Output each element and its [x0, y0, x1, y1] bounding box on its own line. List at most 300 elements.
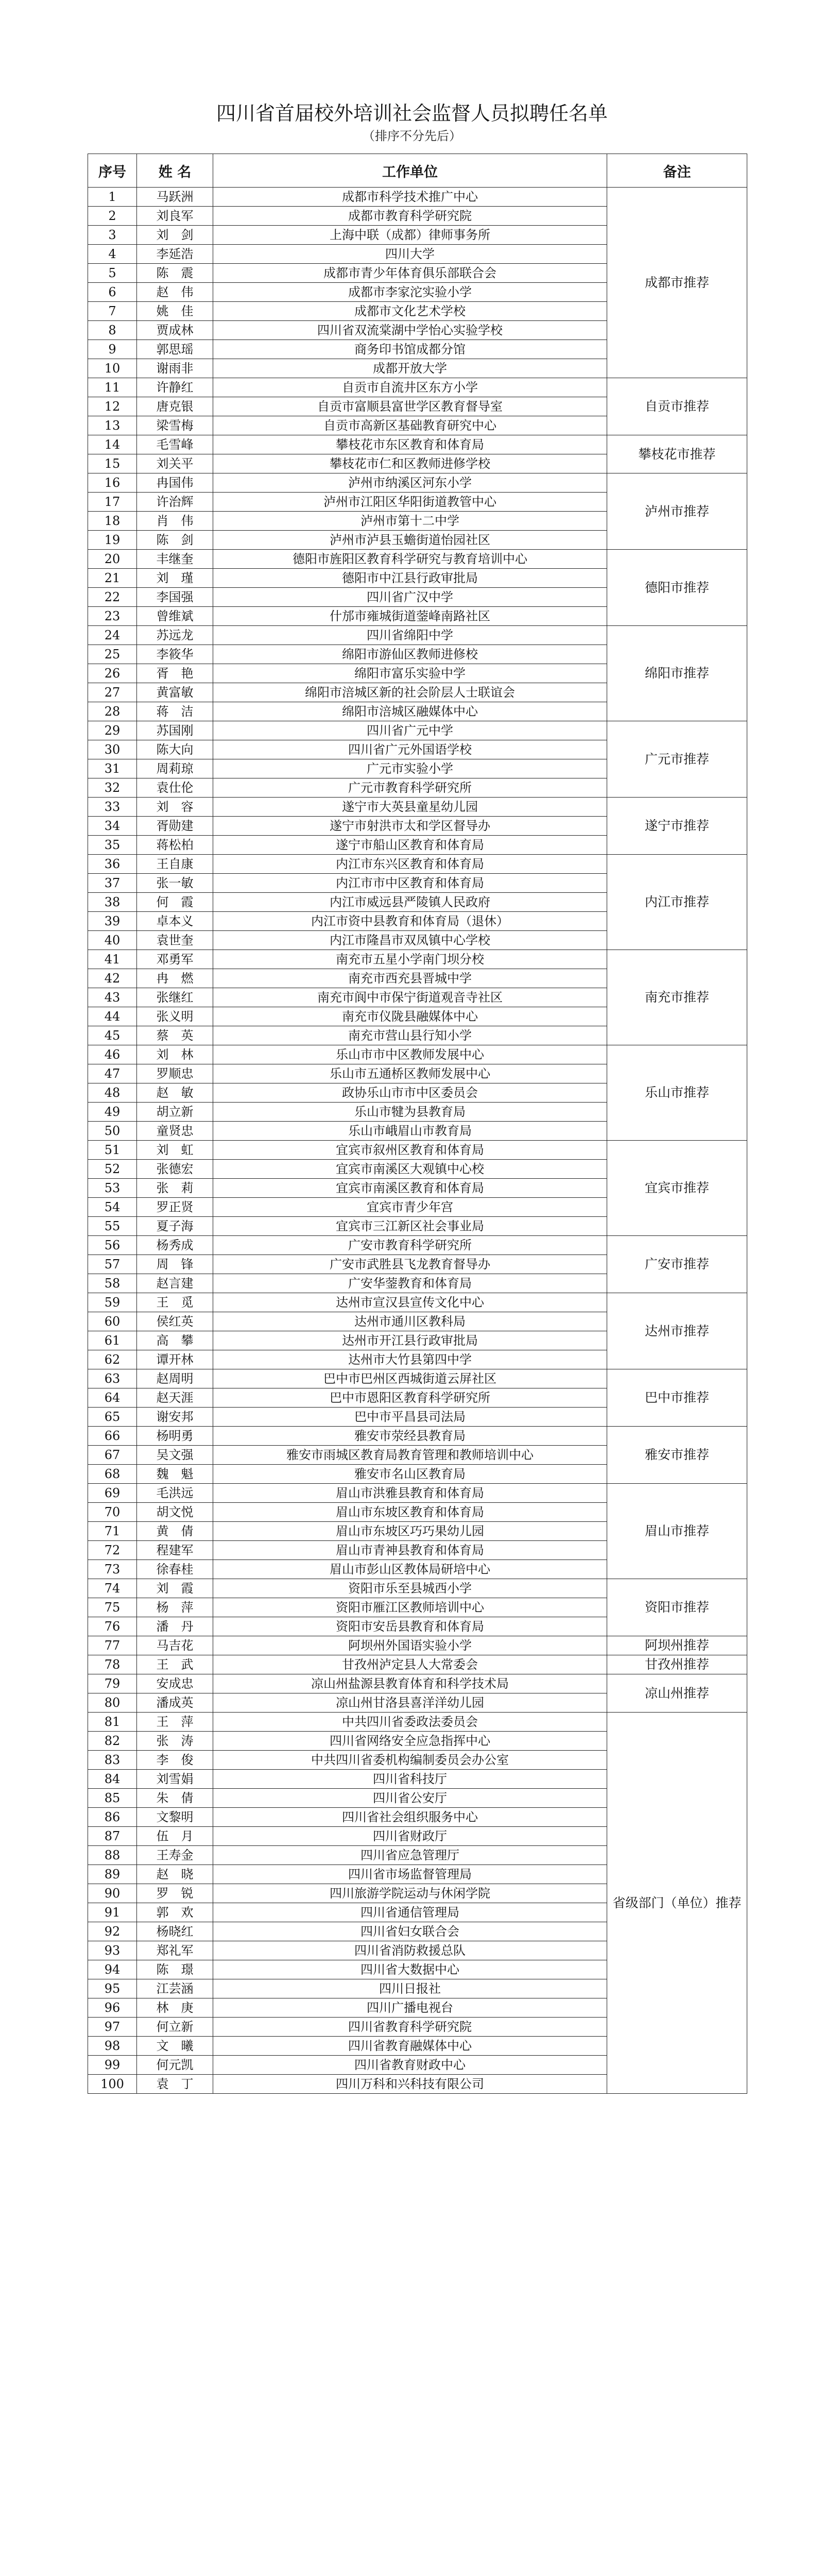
row-index: 23 — [88, 607, 137, 626]
row-workplace: 南充市五星小学南门坝分校 — [213, 950, 607, 969]
row-name: 姚 佳 — [137, 302, 213, 321]
row-workplace: 四川省教育科学研究院 — [213, 2018, 607, 2037]
row-workplace: 凉山州盐源县教育体育和科学技术局 — [213, 1674, 607, 1693]
row-workplace: 资阳市乐至县城西小学 — [213, 1579, 607, 1598]
row-workplace: 自贡市高新区基础教育研究中心 — [213, 416, 607, 435]
row-workplace: 遂宁市射洪市太和学区督导办 — [213, 817, 607, 836]
row-name: 侯红英 — [137, 1312, 213, 1331]
row-name: 程建军 — [137, 1541, 213, 1560]
table-row — [88, 550, 747, 569]
row-workplace: 四川省应急管理厅 — [213, 1846, 607, 1865]
row-name: 丰继奎 — [137, 550, 213, 569]
row-note: 阿坝州推荐 — [607, 1636, 747, 1655]
row-name: 罗 锐 — [137, 1884, 213, 1903]
row-workplace: 雅安市名山区教育局 — [213, 1465, 607, 1484]
row-index: 58 — [88, 1274, 137, 1293]
row-name: 何立新 — [137, 2018, 213, 2037]
row-name: 郑礼军 — [137, 1941, 213, 1960]
row-note: 南充市推荐 — [607, 950, 747, 1045]
table-row — [88, 950, 747, 969]
row-workplace: 四川省消防救援总队 — [213, 1941, 607, 1960]
row-workplace: 四川大学 — [213, 245, 607, 264]
row-workplace: 眉山市洪雅县教育和体育局 — [213, 1484, 607, 1503]
row-name: 赵 晓 — [137, 1865, 213, 1884]
row-workplace: 凉山州甘洛县喜洋洋幼儿园 — [213, 1693, 607, 1713]
row-workplace: 内江市隆昌市双凤镇中心学校 — [213, 931, 607, 950]
row-index: 10 — [88, 359, 137, 378]
row-index: 88 — [88, 1846, 137, 1865]
row-index: 33 — [88, 798, 137, 817]
row-note: 省级部门（单位）推荐 — [607, 1713, 747, 2094]
row-name: 刘雪娟 — [137, 1770, 213, 1789]
table-row — [88, 473, 747, 493]
row-workplace: 巴中市恩阳区教育科学研究所 — [213, 1388, 607, 1408]
row-name: 曾维斌 — [137, 607, 213, 626]
row-workplace: 四川省广汉中学 — [213, 588, 607, 607]
row-workplace: 阿坝州外国语实验小学 — [213, 1636, 607, 1655]
row-name: 吴文强 — [137, 1446, 213, 1465]
row-note: 眉山市推荐 — [607, 1484, 747, 1579]
row-name: 伍 月 — [137, 1827, 213, 1846]
row-index: 93 — [88, 1941, 137, 1960]
table-row — [88, 1713, 747, 1732]
row-index: 63 — [88, 1369, 137, 1388]
row-index: 78 — [88, 1655, 137, 1674]
row-workplace: 巴中市平昌县司法局 — [213, 1408, 607, 1427]
row-name: 徐春桂 — [137, 1560, 213, 1579]
table-row — [88, 1141, 747, 1160]
row-workplace: 宜宾市三江新区社会事业局 — [213, 1217, 607, 1236]
table-row — [88, 378, 747, 397]
row-index: 72 — [88, 1541, 137, 1560]
row-name: 张义明 — [137, 1007, 213, 1026]
row-index: 74 — [88, 1579, 137, 1598]
row-workplace: 什邡市雍城街道蓥峰南路社区 — [213, 607, 607, 626]
row-name: 陈 剑 — [137, 531, 213, 550]
row-name: 刘 林 — [137, 1045, 213, 1064]
row-index: 1 — [88, 188, 137, 207]
row-note: 德阳市推荐 — [607, 550, 747, 626]
row-name: 刘良军 — [137, 207, 213, 226]
table-row — [88, 1674, 747, 1693]
row-workplace: 四川省大数据中心 — [213, 1960, 607, 1979]
row-note: 广安市推荐 — [607, 1236, 747, 1293]
header-name: 姓 名 — [137, 154, 213, 188]
row-index: 77 — [88, 1636, 137, 1655]
row-index: 14 — [88, 435, 137, 454]
row-name: 冉国伟 — [137, 473, 213, 493]
row-workplace: 泸州市江阳区华阳街道教管中心 — [213, 493, 607, 512]
row-name: 刘 瑾 — [137, 569, 213, 588]
table-row — [88, 1484, 747, 1503]
table-row — [88, 721, 747, 740]
row-index: 60 — [88, 1312, 137, 1331]
row-name: 潘 丹 — [137, 1617, 213, 1636]
row-name: 罗顺忠 — [137, 1064, 213, 1083]
row-index: 8 — [88, 321, 137, 340]
table-row — [88, 855, 747, 874]
row-index: 79 — [88, 1674, 137, 1693]
row-note: 攀枝花市推荐 — [607, 435, 747, 473]
row-name: 卓本义 — [137, 912, 213, 931]
row-index: 2 — [88, 207, 137, 226]
row-note: 巴中市推荐 — [607, 1369, 747, 1427]
row-workplace: 政协乐山市市中区委员会 — [213, 1083, 607, 1103]
row-workplace: 绵阳市涪城区融媒体中心 — [213, 702, 607, 721]
table-row — [88, 1293, 747, 1312]
row-name: 杨 萍 — [137, 1598, 213, 1617]
row-index: 61 — [88, 1331, 137, 1350]
row-workplace: 遂宁市船山区教育和体育局 — [213, 836, 607, 855]
row-index: 95 — [88, 1979, 137, 1998]
row-index: 24 — [88, 626, 137, 645]
row-workplace: 眉山市东坡区教育和体育局 — [213, 1503, 607, 1522]
row-index: 25 — [88, 645, 137, 664]
row-workplace: 乐山市市中区教师发展中心 — [213, 1045, 607, 1064]
row-workplace: 广元市教育科学研究所 — [213, 778, 607, 798]
row-index: 29 — [88, 721, 137, 740]
row-name: 赵周明 — [137, 1369, 213, 1388]
row-index: 85 — [88, 1789, 137, 1808]
row-workplace: 眉山市青神县教育和体育局 — [213, 1541, 607, 1560]
row-name: 张 涛 — [137, 1732, 213, 1751]
row-name: 马跃洲 — [137, 188, 213, 207]
row-workplace: 内江市东兴区教育和体育局 — [213, 855, 607, 874]
row-index: 96 — [88, 1998, 137, 2018]
row-workplace: 绵阳市游仙区教师进修校 — [213, 645, 607, 664]
row-index: 40 — [88, 931, 137, 950]
row-index: 50 — [88, 1122, 137, 1141]
row-name: 罗正贤 — [137, 1198, 213, 1217]
row-index: 53 — [88, 1179, 137, 1198]
row-index: 20 — [88, 550, 137, 569]
row-workplace: 眉山市东坡区巧巧果幼儿园 — [213, 1522, 607, 1541]
row-name: 周 锋 — [137, 1255, 213, 1274]
table-row — [88, 188, 747, 207]
header-workplace: 工作单位 — [213, 154, 607, 188]
row-note: 雅安市推荐 — [607, 1427, 747, 1484]
row-workplace: 乐山市五通桥区教师发展中心 — [213, 1064, 607, 1083]
row-workplace: 南充市仪陇县融媒体中心 — [213, 1007, 607, 1026]
row-index: 5 — [88, 264, 137, 283]
row-index: 17 — [88, 493, 137, 512]
row-note: 绵阳市推荐 — [607, 626, 747, 721]
row-name: 毛雪峰 — [137, 435, 213, 454]
row-name: 赵天涯 — [137, 1388, 213, 1408]
header-index: 序号 — [88, 154, 137, 188]
row-workplace: 四川省教育融媒体中心 — [213, 2037, 607, 2056]
row-index: 71 — [88, 1522, 137, 1541]
row-workplace: 四川省网络安全应急指挥中心 — [213, 1732, 607, 1751]
row-index: 39 — [88, 912, 137, 931]
table-row — [88, 1636, 747, 1655]
row-index: 3 — [88, 226, 137, 245]
row-name: 文黎明 — [137, 1808, 213, 1827]
row-index: 94 — [88, 1960, 137, 1979]
row-workplace: 广安华蓥教育和体育局 — [213, 1274, 607, 1293]
row-name: 胡立新 — [137, 1103, 213, 1122]
row-index: 86 — [88, 1808, 137, 1827]
roster-body — [88, 188, 747, 2094]
row-note: 遂宁市推荐 — [607, 798, 747, 855]
row-name: 王 觅 — [137, 1293, 213, 1312]
row-workplace: 眉山市彭山区教体局研培中心 — [213, 1560, 607, 1579]
row-name: 苏国刚 — [137, 721, 213, 740]
row-index: 70 — [88, 1503, 137, 1522]
row-workplace: 自贡市富顺县富世学区教育督导室 — [213, 397, 607, 416]
row-name: 袁仕伦 — [137, 778, 213, 798]
row-index: 11 — [88, 378, 137, 397]
row-workplace: 成都市教育科学研究院 — [213, 207, 607, 226]
row-index: 52 — [88, 1160, 137, 1179]
row-workplace: 成都市青少年体育俱乐部联合会 — [213, 264, 607, 283]
roster-table — [88, 154, 747, 2094]
row-workplace: 四川省广元中学 — [213, 721, 607, 740]
row-workplace: 宜宾市青少年宫 — [213, 1198, 607, 1217]
row-index: 62 — [88, 1350, 137, 1369]
page-title: 四川省首届校外培训社会监督人员拟聘任名单 — [216, 102, 608, 125]
page-subtitle: （排序不分先后） — [363, 129, 461, 143]
table-row — [88, 1427, 747, 1446]
row-name: 贾成林 — [137, 321, 213, 340]
row-index: 32 — [88, 778, 137, 798]
row-index: 36 — [88, 855, 137, 874]
row-name: 毛洪远 — [137, 1484, 213, 1503]
row-index: 76 — [88, 1617, 137, 1636]
row-name: 李 俊 — [137, 1751, 213, 1770]
row-note: 宜宾市推荐 — [607, 1141, 747, 1236]
row-index: 90 — [88, 1884, 137, 1903]
row-note: 达州市推荐 — [607, 1293, 747, 1369]
row-index: 97 — [88, 2018, 137, 2037]
row-name: 黄 倩 — [137, 1522, 213, 1541]
row-workplace: 成都开放大学 — [213, 359, 607, 378]
row-name: 郭思瑶 — [137, 340, 213, 359]
row-note: 甘孜州推荐 — [607, 1655, 747, 1674]
row-name: 魏 魁 — [137, 1465, 213, 1484]
row-workplace: 雅安市雨城区教育局教育管理和教师培训中心 — [213, 1446, 607, 1465]
row-name: 王 萍 — [137, 1713, 213, 1732]
row-workplace: 四川省公安厅 — [213, 1789, 607, 1808]
row-name: 高 攀 — [137, 1331, 213, 1350]
row-index: 22 — [88, 588, 137, 607]
row-workplace: 南充市营山县行知小学 — [213, 1026, 607, 1045]
row-workplace: 绵阳市涪城区新的社会阶层人士联谊会 — [213, 683, 607, 702]
row-workplace: 德阳市旌阳区教育科学研究与教育培训中心 — [213, 550, 607, 569]
row-name: 张 莉 — [137, 1179, 213, 1198]
row-index: 84 — [88, 1770, 137, 1789]
row-index: 18 — [88, 512, 137, 531]
row-workplace: 四川万科和兴科技有限公司 — [213, 2075, 607, 2094]
row-workplace: 宜宾市南溪区大观镇中心校 — [213, 1160, 607, 1179]
table-row — [88, 1655, 747, 1674]
row-name: 陈 璟 — [137, 1960, 213, 1979]
row-index: 91 — [88, 1903, 137, 1922]
row-note: 自贡市推荐 — [607, 378, 747, 435]
row-name: 刘 剑 — [137, 226, 213, 245]
table-row — [88, 798, 747, 817]
header-note: 备注 — [607, 154, 747, 188]
row-name: 王寿金 — [137, 1846, 213, 1865]
row-index: 98 — [88, 2037, 137, 2056]
row-index: 45 — [88, 1026, 137, 1045]
row-name: 袁 丁 — [137, 2075, 213, 2094]
row-index: 67 — [88, 1446, 137, 1465]
row-name: 马吉花 — [137, 1636, 213, 1655]
row-name: 肖 伟 — [137, 512, 213, 531]
row-index: 69 — [88, 1484, 137, 1503]
row-workplace: 绵阳市富乐实验中学 — [213, 664, 607, 683]
row-index: 56 — [88, 1236, 137, 1255]
row-index: 48 — [88, 1083, 137, 1103]
row-workplace: 达州市开江县行政审批局 — [213, 1331, 607, 1350]
row-name: 江芸涵 — [137, 1979, 213, 1998]
row-workplace: 四川省教育财政中心 — [213, 2056, 607, 2075]
row-workplace: 四川省绵阳中学 — [213, 626, 607, 645]
row-name: 唐克银 — [137, 397, 213, 416]
row-workplace: 泸州市第十二中学 — [213, 512, 607, 531]
row-name: 李延浩 — [137, 245, 213, 264]
row-workplace: 乐山市犍为县教育局 — [213, 1103, 607, 1122]
row-name: 赵言建 — [137, 1274, 213, 1293]
row-workplace: 遂宁市大英县童星幼儿园 — [213, 798, 607, 817]
row-workplace: 内江市威远县严陵镇人民政府 — [213, 893, 607, 912]
row-workplace: 南充市西充县晋城中学 — [213, 969, 607, 988]
row-workplace: 宜宾市叙州区教育和体育局 — [213, 1141, 607, 1160]
row-name: 夏子海 — [137, 1217, 213, 1236]
row-workplace: 四川省科技厅 — [213, 1770, 607, 1789]
row-name: 袁世奎 — [137, 931, 213, 950]
row-workplace: 四川省市场监督管理局 — [213, 1865, 607, 1884]
row-name: 张一敏 — [137, 874, 213, 893]
row-index: 65 — [88, 1408, 137, 1427]
row-name: 杨秀成 — [137, 1236, 213, 1255]
row-index: 57 — [88, 1255, 137, 1274]
row-index: 19 — [88, 531, 137, 550]
row-name: 李筱华 — [137, 645, 213, 664]
row-workplace: 上海中联（成都）律师事务所 — [213, 226, 607, 245]
row-workplace: 广安市武胜县飞龙教育督导办 — [213, 1255, 607, 1274]
row-note: 乐山市推荐 — [607, 1045, 747, 1141]
row-workplace: 达州市通川区教科局 — [213, 1312, 607, 1331]
row-workplace: 泸州市泸县玉蟾街道怡园社区 — [213, 531, 607, 550]
row-name: 刘关平 — [137, 454, 213, 473]
row-workplace: 四川旅游学院运动与休闲学院 — [213, 1884, 607, 1903]
row-index: 21 — [88, 569, 137, 588]
row-index: 35 — [88, 836, 137, 855]
row-index: 73 — [88, 1560, 137, 1579]
row-index: 42 — [88, 969, 137, 988]
row-workplace: 宜宾市南溪区教育和体育局 — [213, 1179, 607, 1198]
row-index: 38 — [88, 893, 137, 912]
row-workplace: 达州市宣汉县宣传文化中心 — [213, 1293, 607, 1312]
row-name: 赵 敏 — [137, 1083, 213, 1103]
row-note: 成都市推荐 — [607, 188, 747, 378]
row-index: 51 — [88, 1141, 137, 1160]
row-index: 9 — [88, 340, 137, 359]
row-name: 邓勇军 — [137, 950, 213, 969]
row-name: 胥勋建 — [137, 817, 213, 836]
row-index: 55 — [88, 1217, 137, 1236]
row-name: 赵 伟 — [137, 283, 213, 302]
row-name: 蒋松柏 — [137, 836, 213, 855]
table-row — [88, 1045, 747, 1064]
row-name: 胥 艳 — [137, 664, 213, 683]
row-workplace: 甘孜州泸定县人大常委会 — [213, 1655, 607, 1674]
row-note: 内江市推荐 — [607, 855, 747, 950]
row-index: 100 — [88, 2075, 137, 2094]
row-index: 44 — [88, 1007, 137, 1026]
row-index: 26 — [88, 664, 137, 683]
row-name: 林 庚 — [137, 1998, 213, 2018]
row-workplace: 德阳市中江县行政审批局 — [213, 569, 607, 588]
row-name: 何 霞 — [137, 893, 213, 912]
row-name: 潘成英 — [137, 1693, 213, 1713]
row-workplace: 四川省财政厅 — [213, 1827, 607, 1846]
row-workplace: 资阳市雁江区教师培训中心 — [213, 1598, 607, 1617]
row-index: 92 — [88, 1922, 137, 1941]
row-index: 13 — [88, 416, 137, 435]
row-note: 泸州市推荐 — [607, 473, 747, 550]
row-index: 27 — [88, 683, 137, 702]
row-name: 刘 霞 — [137, 1579, 213, 1598]
row-index: 64 — [88, 1388, 137, 1408]
row-workplace: 资阳市安岳县教育和体育局 — [213, 1617, 607, 1636]
row-index: 4 — [88, 245, 137, 264]
row-index: 75 — [88, 1598, 137, 1617]
row-name: 刘 容 — [137, 798, 213, 817]
row-index: 41 — [88, 950, 137, 969]
row-index: 16 — [88, 473, 137, 493]
row-name: 陈大向 — [137, 740, 213, 759]
row-workplace: 乐山市峨眉山市教育局 — [213, 1122, 607, 1141]
row-workplace: 成都市文化艺术学校 — [213, 302, 607, 321]
row-index: 12 — [88, 397, 137, 416]
row-index: 47 — [88, 1064, 137, 1083]
row-note: 资阳市推荐 — [607, 1579, 747, 1636]
row-name: 郭 欢 — [137, 1903, 213, 1922]
row-workplace: 达州市大竹县第四中学 — [213, 1350, 607, 1369]
row-name: 胡文悦 — [137, 1503, 213, 1522]
row-index: 28 — [88, 702, 137, 721]
row-name: 何元凯 — [137, 2056, 213, 2075]
row-index: 87 — [88, 1827, 137, 1846]
row-workplace: 自贡市自流井区东方小学 — [213, 378, 607, 397]
row-index: 46 — [88, 1045, 137, 1064]
row-workplace: 四川省通信管理局 — [213, 1903, 607, 1922]
row-name: 谢安邦 — [137, 1408, 213, 1427]
row-workplace: 成都市李家沱实验小学 — [213, 283, 607, 302]
row-workplace: 四川省妇女联合会 — [213, 1922, 607, 1941]
row-name: 谢雨非 — [137, 359, 213, 378]
row-index: 99 — [88, 2056, 137, 2075]
row-index: 82 — [88, 1732, 137, 1751]
row-index: 81 — [88, 1713, 137, 1732]
row-workplace: 雅安市荥经县教育局 — [213, 1427, 607, 1446]
row-workplace: 四川广播电视台 — [213, 1998, 607, 2018]
row-index: 80 — [88, 1693, 137, 1713]
row-index: 31 — [88, 759, 137, 778]
row-name: 童贤忠 — [137, 1122, 213, 1141]
row-name: 文 曦 — [137, 2037, 213, 2056]
row-workplace: 南充市阆中市保宁街道观音寺社区 — [213, 988, 607, 1007]
header-row — [88, 154, 747, 188]
row-note: 凉山州推荐 — [607, 1674, 747, 1713]
row-name: 王 武 — [137, 1655, 213, 1674]
row-workplace: 四川省双流棠湖中学怡心实验学校 — [213, 321, 607, 340]
row-workplace: 中共四川省委政法委员会 — [213, 1713, 607, 1732]
row-index: 30 — [88, 740, 137, 759]
